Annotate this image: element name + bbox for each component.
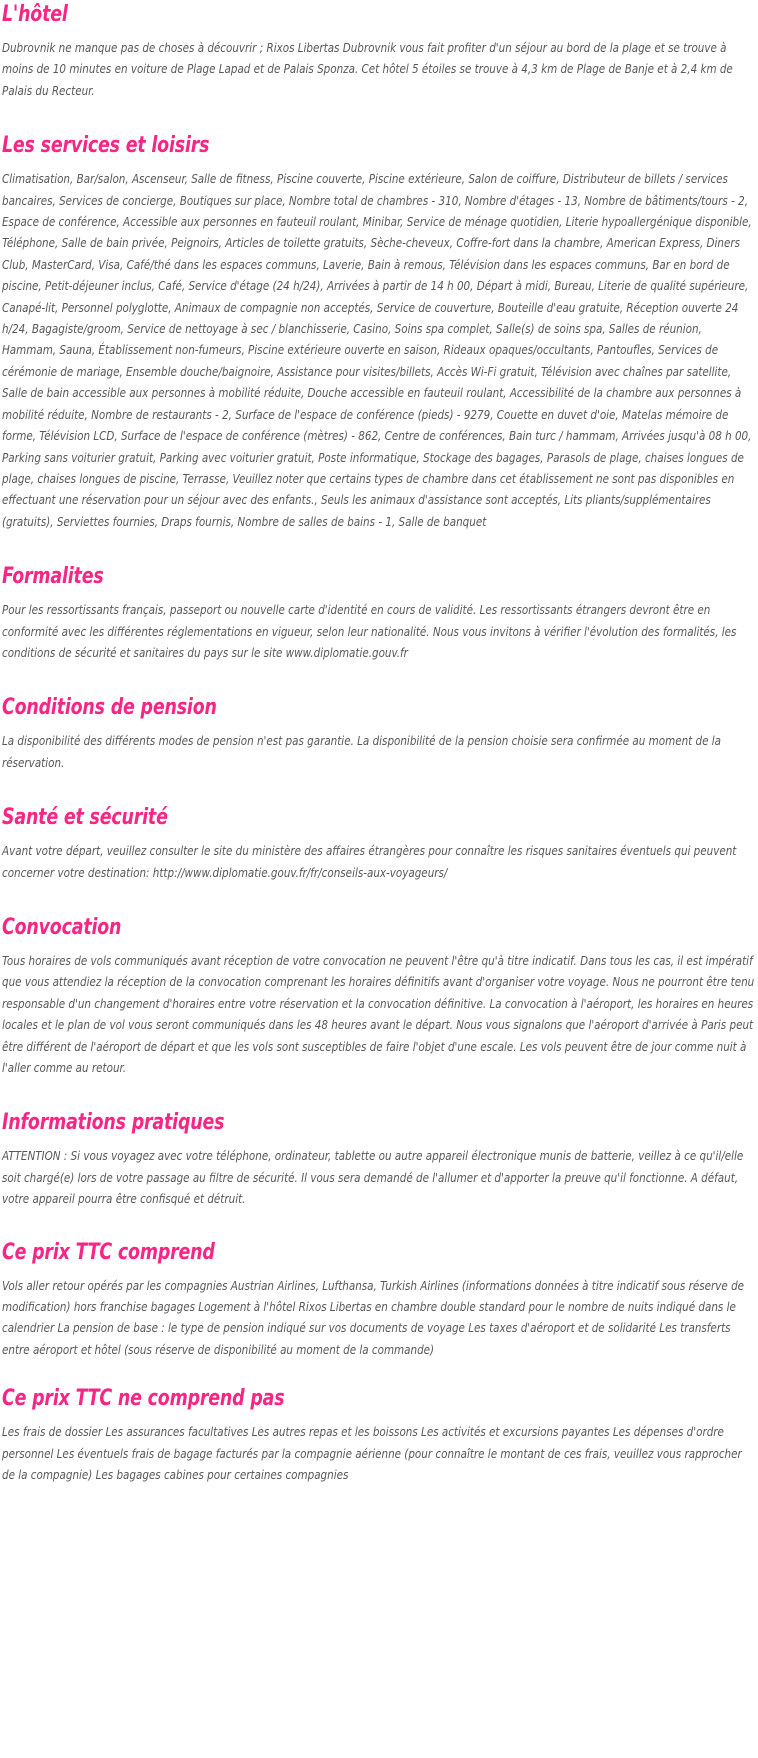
section-title-sante-securite: Santé et sécurité	[2, 805, 168, 831]
section-title-services-loisirs: Les services et loisirs	[2, 133, 210, 159]
section-spacer	[2, 883, 756, 915]
section-body-services-loisirs: Climatisation, Bar/salon, Ascenseur, Salle de fitness, Piscine couverte, Piscine extérieure, Salon de coiffure, Distributeur de billets / services bancaires, Services de concierge, Boutiques sur place, Nombre total de chambres - 310, Nombre d'étages - 13, Nombre de bâtiments/tours - 2, Espace de conférence, Accessible aux personnes en fauteuil roulant, Minibar, Service de ménage quotidien, Literie hypoallergénique disponible, Téléphone, Salle de bain privée, Peignoirs, Articles de toilette gratuits, Sèche-cheveux, Coffre-fort dans la chambre, American Express, Diners Club, MasterCard, Visa, Café/thé dans les espaces communs, Laverie, Bain à remous, Télévision dans les espaces communs, Bar en bord de piscine, Petit-déjeuner inclus, Café, Service d'étage (24 h/24), Arrivées à partir de 14 h 00, Départ à midi, Bureau, Literie de qualité supérieure, Canapé-lit, Personnel polyglotte, Animaux de compagnie non acceptés, Service de couverture, Bouteille d'eau gratuite, Réception ouverte 24 h/24, Bagagiste/groom, Service de nettoyage à sec / blanchisserie, Casino, Soins spa complet, Salle(s) de soins spa, Salles de réunion, Hammam, Sauna, Établissement non-fumeurs, Piscine extérieure ouverte en saison, Rideaux opaques/occultants, Pantoufles, Services de cérémonie de mariage, Ensemble douche/baignoire, Assistance pour visites/billets, Accès Wi-Fi gratuit, Télévision avec chaînes par satellite, Salle de bain accessible aux personnes à mobilité réduite, Douche accessible en fauteuil roulant, Accessibilité de la chambre aux personnes à mobilité réduite, Nombre de restaurants - 2, Surface de l'espace de conférence (pieds) - 9279, Couette en duvet d'oie, Matelas mémoire de forme, Télévision LCD, Surface de l'espace de conférence (mètres) - 862, Centre de conférences, Bain turc / hammam, Arrivées jusqu'à 08 h 00, Parking sans voiturier gratuit, Parking avec voiturier gratuit, Poste informatique, Stockage des bagages, Parasols de plage, chaises longues de plage, chaises longues de piscine, Terrasse, Veuillez noter que certains types de chambre dans cet établissement ne sont pas disponibles en effectuant une réservation pour un séjour avec des enfants., Seuls les animaux d'assistance sont acceptés, Lits pliants/supplémentaires (gratuits), Serviettes fournies, Draps fournis, Nombre de salles de bains - 1, Salle de banquet	[2, 171, 752, 529]
section-services-loisirs	[2, 133, 756, 532]
section-informations-pratiques	[2, 1110, 756, 1209]
section-sante-securite	[2, 805, 756, 883]
section-prix-comprend	[2, 1240, 756, 1361]
section-spacer	[2, 1210, 756, 1240]
section-title-conditions-pension: Conditions de pension	[2, 695, 217, 721]
section-hotel	[2, 0, 756, 101]
section-convocation	[2, 915, 756, 1078]
section-body-prix-comprend: Vols aller retour opérés par les compagnies Austrian Airlines, Lufthansa, Turkish Airlines (informations données à titre indicatif sous réserve de modification) hors franchise bagages Logement à l'hôtel Rixos Libertas en chambre double standard pour le nombre de nuits indiqué dans le calendrier La pension de base : le type de pension indiqué sur vos documents de voyage Les taxes d'aéroport et de solidarité Les transferts entre aéroport et hôtel (sous réserve de disponibilité au moment de la commande)	[2, 1277, 745, 1357]
section-title-prix-ne-comprend-pas: Ce prix TTC ne comprend pas	[2, 1386, 285, 1412]
section-spacer	[2, 773, 756, 805]
section-body-sante-securite: Avant votre départ, veuillez consulter le site du ministère des affaires étrangères pour connaître les risques sanitaires éventuels qui peuvent concerner votre destination: http://www.diplomatie.gouv.fr/fr/conseils-aux-voyageurs/	[2, 843, 737, 880]
section-spacer	[2, 1078, 756, 1110]
section-formalites	[2, 564, 756, 663]
section-body-prix-ne-comprend-pas: Les frais de dossier Les assurances facultatives Les autres repas et les boissons Les activités et excursions payantes Les dépenses d'ordre personnel Les éventuels frais de bagage facturés par la compagnie aérienne (pour connaître le montant de ces frais, veuillez vous rapprocher de la compagnie) Les bagages cabines pour certaines compagnies	[2, 1424, 742, 1483]
section-body-conditions-pension: La disponibilité des différents modes de pension n'est pas garantie. La disponibilité de la pension choisie sera confirmée au moment de la réservation.	[2, 733, 721, 770]
section-prix-ne-comprend-pas	[2, 1386, 756, 1485]
section-title-convocation: Convocation	[2, 914, 122, 940]
section-spacer	[2, 101, 756, 133]
section-conditions-pension	[2, 695, 756, 773]
section-spacer	[2, 532, 756, 564]
section-title-formalites: Formalites	[2, 564, 104, 590]
section-body-informations-pratiques: ATTENTION : Si vous voyagez avec votre téléphone, ordinateur, tablette ou autre appareil électronique munis de batterie, veillez à ce qu'il/elle soit chargé(e) lors de votre passage au filtre de sécurité. Il vous sera demandé de l'allumer et d'apporter la preuve qu'il fonctionne. A défaut, votre appareil pourra être confisqué et détruit.	[2, 1148, 744, 1207]
section-spacer	[2, 663, 756, 695]
section-spacer	[2, 1360, 756, 1386]
section-body-convocation: Tous horaires de vols communiqués avant réception de votre convocation ne peuvent l'être qu'à titre indicatif. Dans tous les cas, il est impératif que vous attendiez la réception de la convocation comprenant les horaires définitifs avant d'organiser votre voyage. Nous ne pourront être tenu responsable d'un changement d'horaires entre votre réservation et la convocation définitive. La convocation à l'aéroport, les horaires en heures locales et le plan de vol vous seront communiqués dans les 48 heures avant le départ. Nous vous signalons que l'aéroport d'arrivée à Paris peut être différent de l'aéroport de départ et que les vols sont susceptibles de faire l'objet d'une escale. Les vols peuvent être de jour comme nuit à l'aller comme au retour.	[2, 952, 755, 1075]
section-body-hotel: Dubrovnik ne manque pas de choses à découvrir ; Rixos Libertas Dubrovnik vous fait profiter d'un séjour au bord de la plage et se trouve à moins de 10 minutes en voiture de Plage Lapad et de Palais Sponza. Cet hôtel 5 étoiles se trouve à 4,3 km de Plage de Banje et à 2,4 km de Palais du Recteur.	[2, 40, 733, 98]
section-title-prix-comprend: Ce prix TTC comprend	[2, 1239, 215, 1265]
section-body-formalites: Pour les ressortissants français, passeport ou nouvelle carte d'identité en cours de validité. Les ressortissants étrangers devront être en conformité avec les différentes réglementations en vigueur, selon leur nationalité. Nous vous invitons à vérifier l'évolution des formalités, les conditions de sécurité et sanitaires du pays sur le site www.diplomatie.gouv.fr	[2, 602, 737, 660]
section-title-informations-pratiques: Informations pratiques	[2, 1110, 225, 1136]
section-title-hotel: L'hôtel	[2, 2, 68, 27]
